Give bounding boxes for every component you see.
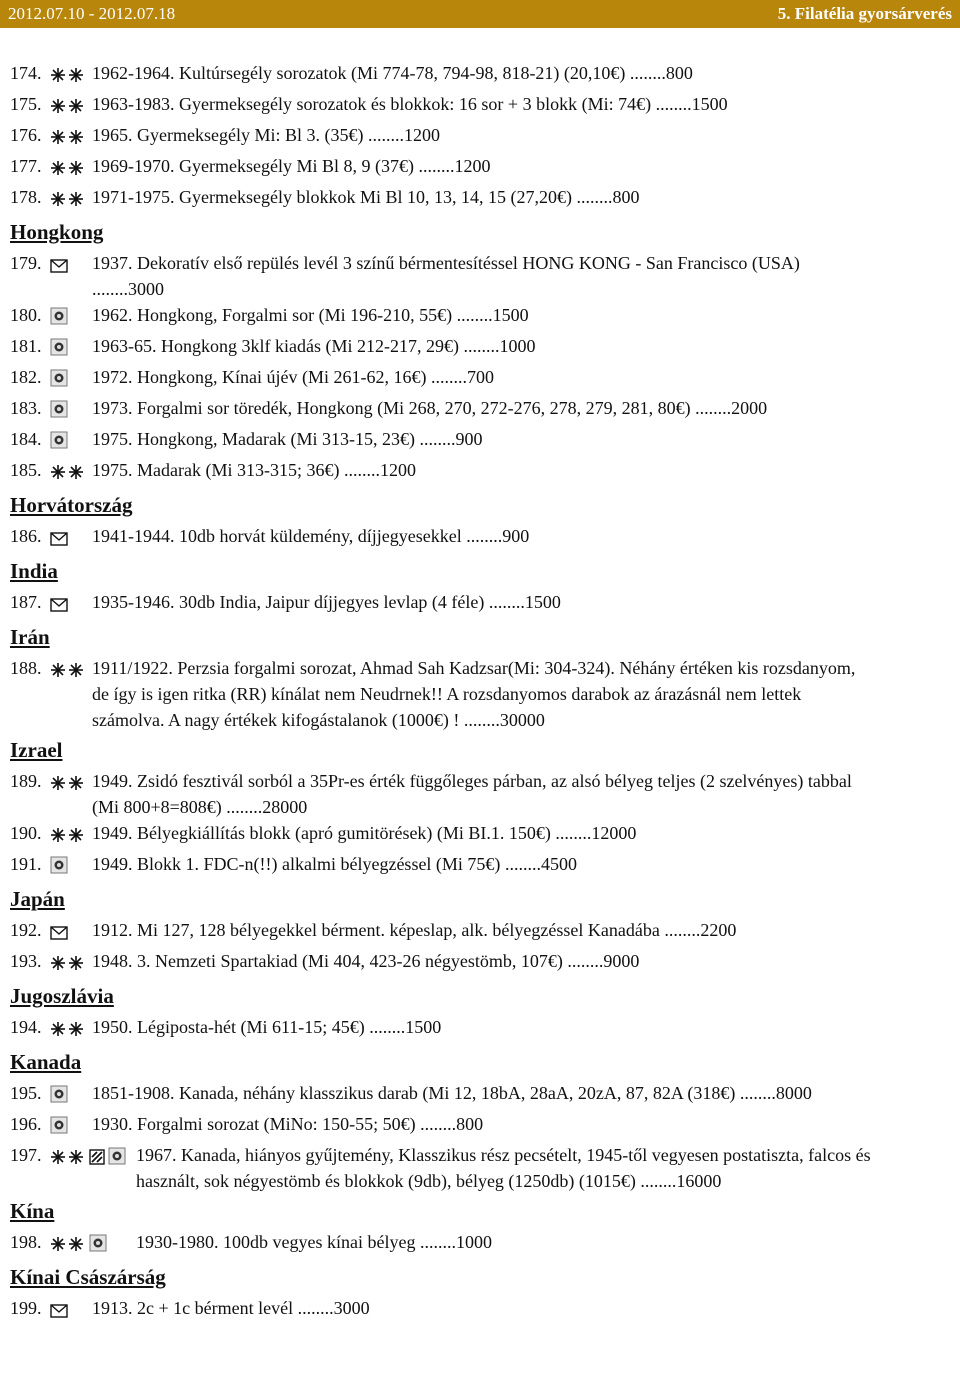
leader-dots: ........ xyxy=(367,125,404,145)
lot-row xyxy=(0,153,960,184)
lot-description xyxy=(92,1080,872,1111)
condition-icons xyxy=(50,184,92,215)
condition-icons xyxy=(50,60,92,91)
lot-row xyxy=(0,1295,960,1326)
lot-description xyxy=(92,153,872,184)
lot-description xyxy=(92,1014,872,1045)
leader-dots: ........ xyxy=(456,305,493,325)
condition-icons xyxy=(50,457,92,488)
used-stamp-icon xyxy=(108,1146,126,1172)
lot-price: 1200 xyxy=(454,156,491,176)
lot-description xyxy=(92,917,872,948)
lot-price: 900 xyxy=(455,429,483,449)
mint-stamp-icon xyxy=(50,64,86,90)
lot-number: 193. xyxy=(10,951,42,971)
lot-text: 1949. Zsidó fesztivál sorból a 35Pr-es érték függőleges párban, az alsó bélyeg teljes (2 szelvényes) tabbal (Mi 800+8=808€) xyxy=(92,771,852,817)
lot-price: 3000 xyxy=(333,1298,370,1318)
mint-stamp-icon xyxy=(50,95,86,121)
condition-icons xyxy=(50,302,92,333)
lot-number: 178. xyxy=(10,187,42,207)
lot-number: 194. xyxy=(10,1017,42,1037)
lot-row xyxy=(0,302,960,333)
cover-icon xyxy=(50,593,68,619)
lot-row xyxy=(0,820,960,851)
leader-dots: ........ xyxy=(655,94,692,114)
lot-number: 181. xyxy=(10,336,42,356)
used-stamp-icon xyxy=(50,1115,68,1141)
used-stamp-icon xyxy=(50,306,68,332)
lot-text: 1913. 2c + 1c bérment levél xyxy=(92,1298,298,1318)
condition-icons xyxy=(50,122,92,153)
lot-row xyxy=(0,1142,960,1194)
lot-price: 1500 xyxy=(691,94,728,114)
date-range: 2012.07.10 - 2012.07.18 xyxy=(8,4,176,23)
condition-icons xyxy=(50,851,92,882)
leader-dots: ........ xyxy=(664,920,701,940)
lot-number: 188. xyxy=(10,658,42,678)
condition-icons xyxy=(50,153,92,184)
lot-price: 2200 xyxy=(700,920,737,940)
leader-dots: ........ xyxy=(418,156,455,176)
lot-number: 186. xyxy=(10,526,42,546)
condition-icons xyxy=(50,1229,136,1260)
leader-dots: ........ xyxy=(420,1114,457,1134)
lot-number: 180. xyxy=(10,305,42,325)
leader-dots: ........ xyxy=(695,398,732,418)
lot-text: 1949. Blokk 1. FDC-n(!!) alkalmi bélyegzéssel (Mi 75€) xyxy=(92,854,505,874)
lot-description xyxy=(92,589,872,620)
country-heading: Irán xyxy=(10,625,50,649)
lot-number: 184. xyxy=(10,429,42,449)
mint-stamp-icon xyxy=(50,772,86,798)
lot-text: 1973. Forgalmi sor töredék, Hongkong (Mi 268, 270, 272-276, 278, 279, 281, 80€) xyxy=(92,398,696,418)
lot-description xyxy=(136,1229,916,1260)
leader-dots: ........ xyxy=(488,592,525,612)
lot-description xyxy=(92,91,872,122)
lot-text: 1930. Forgalmi sorozat (MiNo: 150-55; 50€) xyxy=(92,1114,421,1134)
lot-price: 3000 xyxy=(128,279,164,299)
lot-row xyxy=(0,426,960,457)
lot-row xyxy=(0,122,960,153)
cover-icon xyxy=(50,921,68,947)
lot-price: 1200 xyxy=(379,460,416,480)
leader-dots: ........ xyxy=(430,367,467,387)
lot-text: 1851-1908. Kanada, néhány klasszikus darab (Mi 12, 18bA, 28aA, 20zA, 87, 82A (318€) xyxy=(92,1083,740,1103)
lot-text: 1937. Dekoratív első repülés levél 3 színű bérmentesítéssel HONG KONG - San Francisco (USA) xyxy=(92,253,800,273)
lot-row xyxy=(0,457,960,488)
lot-row xyxy=(0,655,960,733)
lot-text: 1911/1922. Perzsia forgalmi sorozat, Ahmad Sah Kadzsar(Mi: 304-324). Néhány értéken kis rozsdanyom, de így is igen ritka (RR) kínálat nem Neudrnek!! A rozsdanyomos darabok az árazásnál nem lettek számolva. A nagy értékek kifogástalanok (1000€) ! xyxy=(92,658,856,730)
lot-number: 185. xyxy=(10,460,42,480)
lot-price: 1200 xyxy=(403,125,440,145)
lot-description xyxy=(92,184,872,215)
used-stamp-icon xyxy=(50,368,68,394)
lot-row xyxy=(0,589,960,620)
lot-row xyxy=(0,364,960,395)
lot-row xyxy=(0,523,960,554)
lot-price: 800 xyxy=(665,63,693,83)
lot-row xyxy=(0,250,960,302)
leader-dots: ........ xyxy=(463,336,500,356)
condition-icons xyxy=(50,1295,92,1326)
mint-stamp-icon xyxy=(50,157,86,183)
lot-description xyxy=(92,302,872,333)
lot-row xyxy=(0,91,960,122)
mint-stamp-icon xyxy=(50,659,86,685)
lot-text: 1941-1944. 10db horvát küldemény, díjjegyesekkel xyxy=(92,526,467,546)
lot-row xyxy=(0,948,960,979)
mint-stamp-icon xyxy=(50,1233,86,1259)
lot-text: 1969-1970. Gyermeksegély Mi Bl 8, 9 (37€) xyxy=(92,156,419,176)
lot-price: 16000 xyxy=(676,1171,722,1191)
cover-icon xyxy=(50,254,68,280)
lot-number: 189. xyxy=(10,771,42,791)
lot-price: 12000 xyxy=(591,823,637,843)
lot-text: 1949. Bélyegkiállítás blokk (apró gumitörések) (Mi BI.1. 150€) xyxy=(92,823,556,843)
condition-icons xyxy=(50,523,92,554)
lot-text: 1935-1946. 30db India, Jaipur díjjegyes levlap (4 féle) xyxy=(92,592,489,612)
condition-icons xyxy=(50,1080,92,1111)
condition-icons xyxy=(50,426,92,457)
lot-description xyxy=(92,333,872,364)
lot-row xyxy=(0,851,960,882)
lot-description xyxy=(136,1142,916,1194)
lot-price: 9000 xyxy=(603,951,640,971)
lot-text: 1962. Hongkong, Forgalmi sor (Mi 196-210, 55€) xyxy=(92,305,457,325)
lot-price: 4500 xyxy=(540,854,577,874)
lot-description xyxy=(92,768,872,820)
lot-description xyxy=(92,250,872,302)
country-heading: India xyxy=(10,559,58,583)
condition-icons xyxy=(50,364,92,395)
country-heading: Hongkong xyxy=(10,220,104,244)
lot-row xyxy=(0,1111,960,1142)
cover-icon xyxy=(50,1299,68,1325)
condition-icons xyxy=(50,1014,92,1045)
lot-text: 1912. Mi 127, 128 bélyegekkel bérment. képeslap, alk. bélyegzéssel Kanadába xyxy=(92,920,665,940)
lot-number: 197. xyxy=(10,1145,42,1165)
lot-row xyxy=(0,333,960,364)
condition-icons xyxy=(50,1142,136,1194)
lot-text: 1965. Gyermeksegély Mi: Bl 3. (35€) xyxy=(92,125,368,145)
used-stamp-icon xyxy=(50,399,68,425)
lot-number: 175. xyxy=(10,94,42,114)
condition-icons xyxy=(50,589,92,620)
condition-icons xyxy=(50,948,92,979)
lot-number: 174. xyxy=(10,63,42,83)
lot-price: 700 xyxy=(466,367,494,387)
lot-row xyxy=(0,395,960,426)
lot-description xyxy=(92,364,872,395)
mint-stamp-icon xyxy=(50,188,86,214)
lot-number: 191. xyxy=(10,854,42,874)
lot-text: 1950. Légiposta-hét (Mi 611-15; 45€) xyxy=(92,1017,370,1037)
mint-stamp-icon xyxy=(50,461,86,487)
country-heading: Kanada xyxy=(10,1050,82,1074)
country-heading: Kínai Császárság xyxy=(10,1265,166,1289)
lot-price: 1500 xyxy=(524,592,561,612)
lot-price: 1500 xyxy=(405,1017,442,1037)
leader-dots: ........ xyxy=(466,526,503,546)
lot-price: 1000 xyxy=(455,1232,492,1252)
used-stamp-icon xyxy=(50,430,68,456)
lot-price: 2000 xyxy=(731,398,768,418)
lot-description xyxy=(92,426,872,457)
condition-icons xyxy=(50,1111,92,1142)
leader-dots: ........ xyxy=(629,63,666,83)
mint-stamp-icon xyxy=(50,824,86,850)
lot-row xyxy=(0,1014,960,1045)
lot-text: 1967. Kanada, hiányos gyűjtemény, Klasszikus rész pecsételt, 1945-től vegyesen postatiszta, falcos és használt, sok négyestömb és blokkok (9db), bélyeg (1250db) (1015€) xyxy=(136,1145,871,1191)
condition-icons xyxy=(50,820,92,851)
hinged-stamp-icon xyxy=(89,1146,105,1172)
lot-row xyxy=(0,184,960,215)
condition-icons xyxy=(50,917,92,948)
leader-dots: ........ xyxy=(567,951,604,971)
used-stamp-icon xyxy=(89,1233,107,1259)
lot-text: 1971-1975. Gyermeksegély blokkok Mi Bl 10, 13, 14, 15 (27,20€) xyxy=(92,187,577,207)
leader-dots: ........ xyxy=(343,460,380,480)
condition-icons xyxy=(50,395,92,426)
page-header xyxy=(0,0,960,28)
lot-row xyxy=(0,1080,960,1111)
leader-dots: ........ xyxy=(419,429,456,449)
section-title: 5. Filatélia gyorsárverés xyxy=(777,4,952,23)
leader-dots: ........ xyxy=(504,854,541,874)
lot-description xyxy=(92,655,872,733)
lot-description xyxy=(92,523,872,554)
lot-text: 1948. 3. Nemzeti Spartakiad (Mi 404, 423-26 négyestömb, 107€) xyxy=(92,951,568,971)
lot-price: 30000 xyxy=(499,710,545,730)
lot-number: 183. xyxy=(10,398,42,418)
lot-description xyxy=(92,457,872,488)
lot-description xyxy=(92,948,872,979)
leader-dots: ........ xyxy=(555,823,592,843)
leader-dots: ........ xyxy=(419,1232,456,1252)
leader-dots: ........ xyxy=(576,187,613,207)
lot-number: 195. xyxy=(10,1083,42,1103)
leader-dots: ........ xyxy=(226,797,263,817)
lot-text: 1975. Hongkong, Madarak (Mi 313-15, 23€) xyxy=(92,429,420,449)
country-heading: Japán xyxy=(10,887,65,911)
mint-stamp-icon xyxy=(50,1018,86,1044)
lot-price: 28000 xyxy=(262,797,308,817)
leader-dots: ........ xyxy=(640,1171,677,1191)
condition-icons xyxy=(50,91,92,122)
cover-icon xyxy=(50,527,68,553)
leader-dots: ........ xyxy=(297,1298,334,1318)
country-heading: Horvátország xyxy=(10,493,133,517)
country-heading: Izrael xyxy=(10,738,63,762)
leader-dots: ........ xyxy=(463,710,500,730)
lot-description xyxy=(92,60,872,91)
lot-description xyxy=(92,395,872,426)
lot-text: 1963-65. Hongkong 3klf kiadás (Mi 212-217, 29€) xyxy=(92,336,464,356)
lot-number: 176. xyxy=(10,125,42,145)
lot-description xyxy=(92,820,872,851)
auction-list xyxy=(0,60,960,1326)
lot-price: 800 xyxy=(456,1114,484,1134)
lot-text: 1975. Madarak (Mi 313-315; 36€) xyxy=(92,460,344,480)
lot-number: 196. xyxy=(10,1114,42,1134)
lot-description xyxy=(92,1295,872,1326)
lot-text: 1930-1980. 100db vegyes kínai bélyeg xyxy=(136,1232,420,1252)
lot-text: 1962-1964. Kultúrsegély sorozatok (Mi 774-78, 794-98, 818-21) (20,10€) xyxy=(92,63,630,83)
lot-text: 1963-1983. Gyermeksegély sorozatok és blokkok: 16 sor + 3 blokk (Mi: 74€) xyxy=(92,94,656,114)
leader-dots: ........ xyxy=(92,279,128,299)
lot-price: 8000 xyxy=(775,1083,812,1103)
lot-price: 900 xyxy=(502,526,530,546)
lot-number: 199. xyxy=(10,1298,42,1318)
lot-description xyxy=(92,851,872,882)
lot-number: 190. xyxy=(10,823,42,843)
country-heading: Kína xyxy=(10,1199,55,1223)
condition-icons xyxy=(50,655,92,733)
country-heading: Jugoszlávia xyxy=(10,984,114,1008)
lot-price: 800 xyxy=(612,187,640,207)
used-stamp-icon xyxy=(50,1084,68,1110)
lot-number: 192. xyxy=(10,920,42,940)
mint-stamp-icon xyxy=(50,952,86,978)
lot-number: 198. xyxy=(10,1232,42,1252)
lot-number: 179. xyxy=(10,253,42,273)
lot-row xyxy=(0,917,960,948)
used-stamp-icon xyxy=(50,337,68,363)
condition-icons xyxy=(50,768,92,820)
mint-stamp-icon xyxy=(50,1146,86,1172)
condition-icons xyxy=(50,250,92,302)
lot-number: 182. xyxy=(10,367,42,387)
lot-text: 1972. Hongkong, Kínai újév (Mi 261-62, 16€) xyxy=(92,367,431,387)
lot-description xyxy=(92,122,872,153)
mint-stamp-icon xyxy=(50,126,86,152)
lot-number: 177. xyxy=(10,156,42,176)
used-stamp-icon xyxy=(50,855,68,881)
lot-row xyxy=(0,60,960,91)
leader-dots: ........ xyxy=(369,1017,406,1037)
leader-dots: ........ xyxy=(739,1083,776,1103)
condition-icons xyxy=(50,333,92,364)
lot-row xyxy=(0,1229,960,1260)
lot-description xyxy=(92,1111,872,1142)
lot-price: 1000 xyxy=(499,336,536,356)
lot-number: 187. xyxy=(10,592,42,612)
lot-price: 1500 xyxy=(492,305,529,325)
lot-row xyxy=(0,768,960,820)
